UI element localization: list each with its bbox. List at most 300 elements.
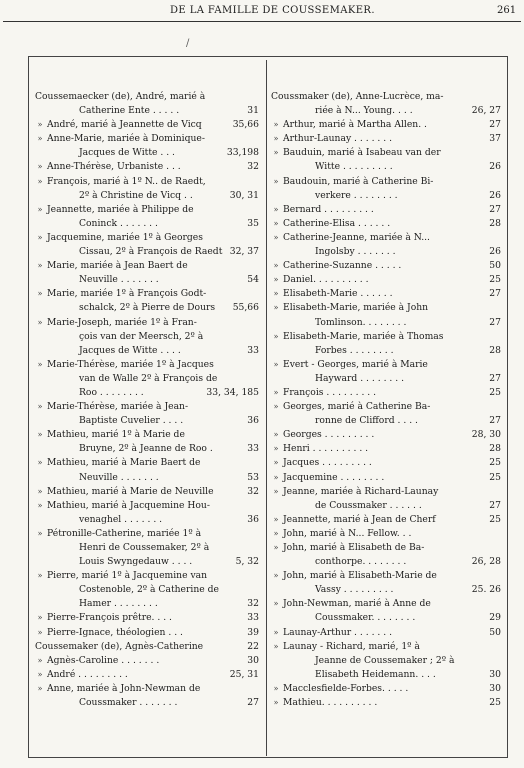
entry-text: François . . . . . . . . .	[283, 386, 377, 398]
entry-continuation	[35, 245, 259, 259]
entry-continuation	[271, 160, 501, 174]
entry-bullet: »	[273, 275, 279, 285]
entry-text: Anne-Marie, mariée à Dominique-	[47, 133, 205, 145]
entry-pages: 53	[247, 471, 259, 483]
index-entry	[271, 471, 501, 485]
entry-text: Henri de Coussemaker, 2º à	[79, 542, 210, 553]
index-entry	[35, 358, 259, 400]
entry-text: Georges . . . . . . . . .	[283, 429, 375, 441]
entry-bullet: »	[273, 641, 279, 651]
entry-bullet: »	[37, 289, 43, 299]
index-entry	[271, 513, 501, 527]
entry-continuation	[35, 597, 259, 611]
entry-name	[271, 330, 501, 344]
entry-text: Costenoble, 2º à Catherine de	[79, 584, 219, 596]
entry-pages: 37	[489, 133, 501, 145]
index-entry	[271, 456, 501, 470]
entry-name	[271, 301, 501, 315]
index-entry	[271, 597, 501, 625]
entry-bullet: »	[273, 120, 279, 130]
entry-continuation	[271, 344, 501, 358]
entry-name	[271, 217, 501, 231]
entry-bullet: »	[37, 486, 43, 496]
index-entry	[271, 696, 501, 710]
index-entry	[35, 316, 259, 358]
entry-name	[35, 259, 259, 273]
entry-text: Jeanne de Coussemaker ; 2º à	[315, 654, 455, 666]
entry-text: Agnès-Caroline . . . . . . .	[47, 654, 160, 666]
entry-pages: 30	[489, 668, 501, 680]
entry-text: Arthur-Launay . . . . . . .	[283, 133, 393, 145]
entry-name	[271, 428, 501, 442]
entry-name	[35, 400, 259, 414]
entry-text: Anne-Thérèse, Urbaniste . . .	[47, 161, 181, 173]
entry-text: Tomlinson. . . . . . . .	[315, 316, 407, 328]
index-entry	[271, 386, 501, 400]
entry-pages: 25	[489, 471, 501, 483]
entry-name	[271, 541, 501, 555]
entry-pages: 36	[247, 513, 259, 525]
index-entry	[271, 682, 501, 696]
entry-name	[271, 513, 501, 527]
entry-name	[271, 386, 501, 400]
entry-text: verkere . . . . . . . .	[315, 189, 398, 201]
entry-pages: 32	[247, 161, 259, 173]
entry-text: Jacques . . . . . . . . .	[283, 457, 372, 469]
entry-name	[271, 527, 501, 541]
entry-text: Coussemaecker (de), André, marié à	[35, 91, 206, 102]
entry-bullet: »	[37, 162, 43, 172]
entry-pages: 33	[247, 612, 259, 624]
entry-bullet: »	[273, 543, 279, 552]
index-entry	[271, 203, 501, 217]
entry-bullet: »	[37, 120, 43, 130]
entry-continuation	[35, 217, 259, 231]
entry-bullet: »	[37, 571, 43, 581]
entry-text: ronne de Clifford . . . .	[315, 415, 418, 427]
entry-pages: 33	[247, 443, 259, 455]
entry-text: Bernard . . . . . . . . .	[283, 203, 374, 215]
index-entry	[271, 626, 501, 640]
entry-pages: 26, 27	[471, 105, 501, 117]
index-entry	[35, 132, 259, 160]
header-rule	[3, 21, 521, 22]
entry-pages: 28	[489, 443, 501, 455]
index-entry	[35, 654, 259, 668]
entry-name	[35, 231, 259, 245]
entry-bullet: »	[37, 655, 43, 665]
index-entry	[271, 640, 501, 682]
entry-pages: 28	[489, 217, 501, 229]
entry-text: Macclesfielde-Forbes. . . . .	[283, 682, 409, 694]
entry-name	[271, 442, 501, 456]
entry-text: Baudouin, marié à Catherine Bi-	[283, 175, 434, 187]
entry-text: Henri . . . . . . . . . .	[283, 443, 369, 455]
entry-pages: 33,198	[226, 147, 259, 159]
entry-name	[271, 259, 501, 273]
entry-continuation	[35, 442, 259, 456]
entry-text: Catherine-Elisa . . . . . .	[283, 217, 391, 229]
entry-name	[271, 569, 501, 583]
entry-bullet: »	[273, 599, 279, 609]
entry-continuation	[271, 555, 501, 569]
entry-text: Hamer . . . . . . . .	[79, 598, 158, 610]
entry-bullet: »	[273, 514, 279, 524]
index-entry	[35, 259, 259, 287]
index-entry	[35, 611, 259, 625]
index-entry	[35, 428, 259, 456]
entry-pages: 35,66	[232, 119, 259, 131]
entry-text: Elisabeth-Marie, mariée à John	[283, 302, 429, 314]
index-entry	[271, 527, 501, 541]
entry-bullet: »	[273, 683, 279, 693]
entry-bullet: »	[37, 458, 43, 468]
entry-text: Jeannette, marié à Jean de Cherf	[283, 513, 436, 525]
entry-text: François, marié à 1º N.. de Raedt,	[47, 175, 206, 187]
entry-text: Elisabeth-Marie . . . . . .	[283, 288, 393, 300]
entry-name	[271, 90, 501, 104]
entry-pages: 50	[489, 260, 501, 272]
entry-pages: 5, 32	[235, 556, 259, 568]
entry-continuation	[35, 189, 259, 203]
entry-text: Coussmaker. . . . . . . .	[315, 612, 416, 624]
index-entry	[35, 499, 259, 527]
entry-name	[271, 696, 501, 710]
entry-name	[271, 203, 501, 217]
index-entry	[271, 90, 501, 118]
entry-pages: 25	[489, 386, 501, 398]
entry-text: André, marié à Jeannette de Vicq	[47, 119, 202, 131]
entry-text: Arthur, marié à Martha Allen. .	[283, 119, 427, 131]
entry-pages: 27	[489, 203, 501, 215]
entry-name	[271, 471, 501, 485]
index-entry	[271, 569, 501, 597]
entry-name	[271, 485, 501, 499]
index-entry	[35, 400, 259, 428]
entry-name	[271, 146, 501, 160]
entry-text: Jacquemine . . . . . . . .	[283, 471, 385, 483]
entry-text: Pierre-Ignace, théologien . . .	[47, 626, 183, 638]
entry-text: John-Newman, marié à Anne de	[283, 598, 431, 610]
entry-text: John, marié à N... Fellow. . .	[283, 527, 412, 539]
entry-text: Mathieu, marié à Jacquemine Hou-	[47, 499, 210, 511]
entry-continuation	[35, 471, 259, 485]
entry-continuation	[271, 583, 501, 597]
entry-bullet: »	[273, 528, 279, 538]
entry-bullet: »	[273, 402, 279, 412]
entry-text: Bauduin, marié à Isabeau van der	[283, 147, 441, 159]
entry-bullet: »	[37, 613, 43, 623]
entry-text: Mathieu, marié à Marie Baert de	[47, 457, 201, 469]
entry-pages: 32	[247, 485, 259, 497]
entry-name	[271, 400, 501, 414]
entry-pages: 33, 34, 185	[206, 386, 259, 398]
entry-text: Mathieu, marié 1º à Marie de	[47, 429, 185, 441]
entry-pages: 27	[247, 697, 259, 709]
entry-bullet: »	[273, 430, 279, 440]
entry-continuation	[271, 372, 501, 386]
entry-text: Bruyne, 2º à Jeanne de Roo .	[79, 443, 213, 455]
entry-text: Neuville . . . . . . .	[79, 274, 159, 286]
entry-continuation	[271, 499, 501, 513]
entry-name	[35, 203, 259, 217]
entry-name	[35, 654, 259, 668]
entry-name	[35, 485, 259, 499]
entry-pages: 25	[489, 457, 501, 469]
entry-text: Evert - Georges, marié à Marie	[283, 358, 428, 370]
entry-pages: 26	[489, 246, 501, 258]
entry-bullet: »	[37, 261, 43, 271]
entry-pages: 31	[247, 105, 259, 117]
entry-bullet: »	[273, 359, 279, 369]
entry-bullet: »	[273, 444, 279, 454]
index-entry	[35, 485, 259, 499]
entry-continuation	[35, 513, 259, 527]
entry-text: Coussmaker . . . . . . .	[79, 697, 178, 709]
index-entry	[271, 428, 501, 442]
entry-bullet: »	[37, 134, 43, 144]
entry-text: Marie, mariée à Jean Baert de	[47, 260, 188, 272]
entry-text: Marie-Thérèse, mariée à Jean-	[47, 401, 189, 413]
entry-continuation	[35, 555, 259, 569]
entry-pages: 27	[489, 372, 501, 384]
entry-bullet: »	[273, 472, 279, 482]
entry-text: Catherine-Suzanne . . . . .	[283, 260, 402, 272]
index-entry	[35, 569, 259, 611]
entry-bullet: »	[273, 232, 279, 242]
entry-text: van de Walle 2º à François de	[79, 372, 218, 384]
entry-text: Elisabeth Heidemann. . . .	[315, 668, 436, 680]
entry-text: Marie-Thérèse, mariée 1º à Jacques	[47, 358, 214, 370]
entry-bullet: »	[273, 289, 279, 299]
entry-bullet: »	[273, 261, 279, 271]
entry-pages: 28	[489, 344, 501, 356]
entry-pages: 29	[489, 612, 501, 624]
entry-pages: 50	[489, 626, 501, 638]
entry-text: çois van der Meersch, 2º à	[79, 330, 204, 342]
entry-bullet: »	[273, 176, 279, 186]
entry-pages: 22	[247, 640, 259, 652]
entry-text: Hayward . . . . . . . .	[315, 372, 405, 384]
entry-bullet: »	[37, 317, 43, 327]
entry-text: Jeanne, mariée à Richard-Launay	[283, 485, 439, 497]
entry-text: Daniel. . . . . . . . . .	[283, 274, 369, 286]
index-entry	[35, 287, 259, 315]
entry-text: Cissau, 2º à François de Raedt	[79, 246, 223, 258]
entry-text: Marie, mariée 1º à François Godt-	[47, 288, 207, 300]
entry-text: Elisabeth-Marie, mariée à Thomas	[283, 330, 444, 342]
entry-pages: 25. 26	[471, 584, 501, 596]
entry-name	[35, 527, 259, 541]
index-entry	[271, 287, 501, 301]
entry-pages: 25, 31	[229, 668, 259, 680]
index-entry	[35, 160, 259, 174]
entry-bullet: »	[273, 303, 279, 313]
entry-name	[35, 626, 259, 640]
entry-text: Jacques de Witte . . . .	[79, 344, 181, 356]
entry-text: Mathieu. . . . . . . . . .	[283, 697, 378, 709]
entry-text: Coussemaker (de), Agnès-Catherine	[35, 640, 204, 652]
entry-continuation	[35, 696, 259, 710]
entry-bullet: »	[273, 148, 279, 158]
entry-text: John, marié à Elisabeth de Ba-	[283, 542, 425, 553]
entry-bullet: »	[37, 500, 43, 510]
index-entry	[35, 118, 259, 132]
entry-pages: 27	[489, 119, 501, 131]
entry-continuation	[35, 583, 259, 597]
index-entry	[271, 301, 501, 329]
index-entry	[271, 400, 501, 428]
entry-continuation	[271, 668, 501, 682]
entry-continuation	[35, 146, 259, 160]
entry-bullet: »	[37, 402, 43, 412]
entry-text: Neuville . . . . . . .	[79, 471, 159, 483]
index-entry	[35, 456, 259, 484]
index-entry	[271, 217, 501, 231]
entry-pages: 30	[489, 682, 501, 694]
entry-text: Witte . . . . . . . . .	[315, 161, 393, 173]
entry-name	[271, 273, 501, 287]
entry-continuation	[35, 372, 259, 386]
entry-name	[35, 132, 259, 146]
entry-text: riée à N... Young. . . .	[315, 105, 413, 117]
entry-text: schalck, 2º à Pierre de Dours	[79, 302, 216, 314]
entry-text: Pierre, marié 1º à Jacquemine van	[47, 570, 208, 582]
index-entry	[271, 146, 501, 174]
page-header	[0, 5, 524, 21]
entry-continuation	[35, 104, 259, 118]
entry-text: Catherine-Jeanne, mariée à N...	[283, 231, 430, 243]
entry-name	[271, 456, 501, 470]
entry-name	[35, 682, 259, 696]
entry-text: André . . . . . . . . .	[47, 668, 128, 680]
entry-name	[271, 231, 501, 245]
index-entry	[271, 330, 501, 358]
index-entry	[271, 175, 501, 203]
entry-continuation	[35, 541, 259, 555]
index-column-right	[271, 90, 501, 710]
entry-continuation	[271, 104, 501, 118]
entry-name	[35, 569, 259, 583]
entry-name	[271, 640, 501, 654]
entry-pages: 26	[489, 161, 501, 173]
entry-bullet: »	[273, 218, 279, 228]
column-divider	[266, 60, 267, 756]
entry-text: 2º à Christine de Vicq . .	[79, 189, 193, 201]
entry-pages: 54	[247, 274, 259, 286]
entry-text: Jacquemine, mariée 1º à Georges	[47, 231, 203, 243]
entry-name	[271, 626, 501, 640]
entry-name	[35, 358, 259, 372]
entry-continuation	[271, 189, 501, 203]
entry-name	[35, 499, 259, 513]
index-entry	[35, 231, 259, 259]
entry-text: Marie-Joseph, mariée 1º à Fran-	[47, 316, 197, 328]
index-entry	[35, 668, 259, 682]
entry-bullet: »	[37, 176, 43, 186]
index-entry	[271, 358, 501, 386]
index-entry	[271, 132, 501, 146]
entry-text: conthorpe. . . . . . . .	[315, 556, 407, 568]
entry-continuation	[35, 330, 259, 344]
pencil-tick-mark: /	[186, 38, 190, 49]
entry-text: Coninck . . . . . . .	[79, 217, 158, 229]
entry-pages: 55,66	[232, 302, 259, 314]
entry-name	[35, 611, 259, 625]
index-entry	[271, 273, 501, 287]
entry-bullet: »	[273, 458, 279, 468]
entry-bullet: »	[37, 430, 43, 440]
entry-pages: 27	[489, 316, 501, 328]
entry-name	[271, 287, 501, 301]
entry-continuation	[35, 273, 259, 287]
index-entry	[35, 527, 259, 569]
entry-text: Launay - Richard, marié, 1º à	[283, 640, 420, 652]
entry-name	[271, 358, 501, 372]
entry-name	[35, 668, 259, 682]
index-entry	[271, 485, 501, 513]
entry-name	[35, 160, 259, 174]
entry-bullet: »	[273, 134, 279, 144]
entry-pages: 30	[247, 654, 259, 666]
index-entry	[271, 259, 501, 273]
entry-continuation	[271, 316, 501, 330]
entry-pages: 36	[247, 415, 259, 427]
entry-text: Anne, mariée à John-Newman de	[47, 682, 201, 694]
entry-continuation	[35, 414, 259, 428]
index-entry	[35, 90, 259, 118]
entry-bullet: »	[37, 627, 43, 637]
entry-text: Roo . . . . . . . .	[79, 386, 144, 398]
entry-name	[271, 175, 501, 189]
entry-bullet: »	[37, 683, 43, 693]
entry-pages: 30, 31	[229, 189, 259, 201]
entry-bullet: »	[37, 669, 43, 679]
entry-text: Coussmaker (de), Anne-Lucrèce, ma-	[271, 91, 444, 102]
entry-pages: 25	[489, 274, 501, 286]
index-entry	[271, 231, 501, 259]
entry-continuation	[35, 386, 259, 400]
entry-text: John, marié à Elisabeth-Marie de	[283, 570, 437, 582]
index-entry	[271, 442, 501, 456]
entry-pages: 26	[489, 189, 501, 201]
entry-text: Ingolsby . . . . . . .	[315, 246, 396, 258]
entry-name	[35, 316, 259, 330]
entry-text: Baptiste Cuvelier . . . .	[79, 415, 184, 427]
index-entry	[271, 541, 501, 569]
entry-text: de Coussmaker . . . . . .	[315, 499, 422, 511]
entry-pages: 27	[489, 499, 501, 511]
entry-name	[35, 175, 259, 189]
running-title: DE LA FAMILLE DE COUSSEMAKER.	[170, 5, 375, 16]
entry-text: Pétronille-Catherine, mariée 1º à	[47, 527, 202, 539]
entry-pages: 25	[489, 697, 501, 709]
entry-pages: 27	[489, 288, 501, 300]
entry-bullet: »	[273, 571, 279, 581]
entry-name	[271, 132, 501, 146]
entry-bullet: »	[273, 627, 279, 637]
entry-bullet: »	[273, 486, 279, 496]
entry-pages: 32, 37	[229, 246, 259, 258]
entry-bullet: »	[37, 528, 43, 538]
index-column-left	[35, 90, 259, 710]
entry-pages: 33	[247, 344, 259, 356]
entry-name	[35, 90, 259, 104]
entry-pages: 26, 28	[471, 556, 501, 568]
entry-bullet: »	[273, 698, 279, 708]
entry-text: Catherine Ente . . . . .	[79, 105, 180, 117]
entry-name	[35, 428, 259, 442]
